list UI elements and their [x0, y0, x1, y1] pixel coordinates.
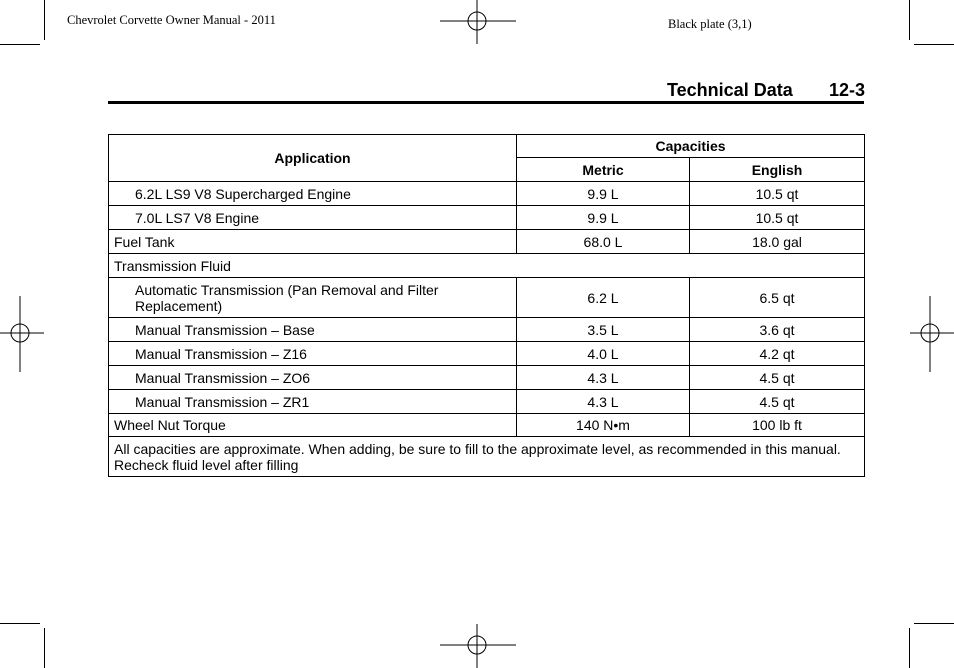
plate-info: Black plate (3,1) [668, 17, 752, 31]
table-row [109, 254, 865, 278]
row-metric: 4.3 L [517, 390, 690, 414]
table-row [109, 230, 865, 254]
page-number: 12-3 [829, 80, 866, 100]
capacities-table [108, 134, 865, 477]
header-capacities: Capacities [517, 135, 865, 158]
table-header-row [109, 135, 865, 158]
registration-mark-icon [910, 296, 954, 372]
row-metric: 6.2 L [517, 278, 690, 318]
row-label: 7.0L LS7 V8 Engine [109, 206, 517, 230]
row-label: Wheel Nut Torque [109, 414, 517, 437]
row-metric: 140 N•m [517, 414, 690, 437]
table-row [109, 206, 865, 230]
table-row [109, 366, 865, 390]
row-label: Fuel Tank [109, 230, 517, 254]
registration-mark-icon [0, 296, 44, 372]
row-english: 100 lb ft [690, 414, 865, 437]
table-row [109, 414, 865, 437]
row-label: Manual Transmission – ZO6 [109, 366, 517, 390]
table-row [109, 342, 865, 366]
row-english: 4.2 qt [690, 342, 865, 366]
row-english: 3.6 qt [690, 318, 865, 342]
row-english: 10.5 qt [690, 206, 865, 230]
row-label: Manual Transmission – Z16 [109, 342, 517, 366]
table-footnote-row [109, 437, 865, 477]
row-metric: 4.0 L [517, 342, 690, 366]
crop-mark [0, 44, 40, 45]
table-footnote: All capacities are approximate. When adding, be sure to fill to the approximate level, as recommended in this manual. Recheck fluid level after filling [109, 437, 865, 477]
table-row [109, 390, 865, 414]
table-row [109, 318, 865, 342]
row-label: Transmission Fluid [109, 254, 865, 278]
manual-title: Chevrolet Corvette Owner Manual - 2011 [67, 13, 276, 27]
header-english: English [690, 158, 865, 182]
row-metric: 68.0 L [517, 230, 690, 254]
row-label: 6.2L LS9 V8 Supercharged Engine [109, 182, 517, 206]
row-label: Automatic Transmission (Pan Removal and Filter Replacement) [109, 278, 517, 318]
row-label: Manual Transmission – ZR1 [109, 390, 517, 414]
row-metric: 9.9 L [517, 206, 690, 230]
header-metric: Metric [517, 158, 690, 182]
crop-mark [914, 623, 954, 624]
row-english: 4.5 qt [690, 366, 865, 390]
header-application: Application [109, 135, 517, 182]
table-row [109, 182, 865, 206]
row-label: Manual Transmission – Base [109, 318, 517, 342]
registration-mark-icon [440, 0, 516, 44]
table-row [109, 278, 865, 318]
row-metric: 3.5 L [517, 318, 690, 342]
crop-mark [914, 44, 954, 45]
row-english: 4.5 qt [690, 390, 865, 414]
row-english: 10.5 qt [690, 182, 865, 206]
crop-mark [909, 0, 910, 40]
crop-mark [44, 0, 45, 40]
crop-mark [0, 623, 40, 624]
row-english: 18.0 gal [690, 230, 865, 254]
row-metric: 9.9 L [517, 182, 690, 206]
row-english: 6.5 qt [690, 278, 865, 318]
row-metric: 4.3 L [517, 366, 690, 390]
title-rule [108, 101, 864, 104]
registration-mark-icon [440, 624, 516, 668]
crop-mark [44, 628, 45, 668]
section-title: Technical Data [667, 80, 793, 100]
crop-mark [909, 628, 910, 668]
